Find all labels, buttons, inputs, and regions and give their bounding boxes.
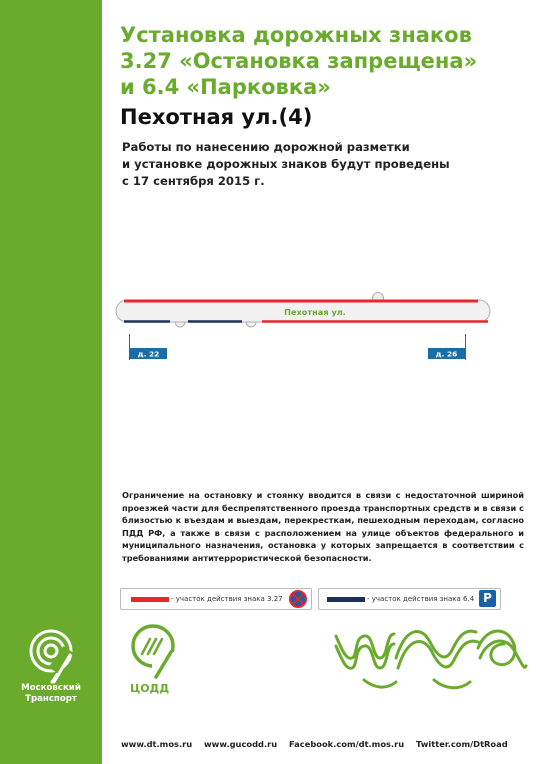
- no-stopping-sign-icon: [289, 590, 307, 608]
- moscow-transport-name: [0, 683, 102, 705]
- house-number-label: д. 22: [137, 349, 160, 359]
- footer-links: [121, 739, 517, 749]
- title-line: 3.27 «Остановка запрещена»: [120, 49, 478, 73]
- no-stopping-swatch: [131, 597, 169, 602]
- intro-line: Работы по нанесению дорожной разметки: [122, 140, 410, 154]
- footer-link[interactable]: Twitter.com/DtRoad: [416, 739, 508, 749]
- street-scheme: [110, 286, 500, 372]
- works-schedule-text: [122, 139, 450, 190]
- footer-link[interactable]: www.dt.mos.ru: [121, 739, 193, 749]
- legend-label: - участок действия знака 3.27: [171, 595, 283, 603]
- logo-text-line: Транспорт: [25, 694, 77, 704]
- parking-swatch: [327, 597, 365, 602]
- footer-link[interactable]: Facebook.com/dt.mos.ru: [289, 739, 405, 749]
- parking-sign-icon: P: [479, 590, 496, 607]
- restriction-explanation: Ограничение на остановку и стоянку вводится в связи с недостаточной шириной проезжей части для беспрепятственного проезда транспортных средств и в связи с близостью к въездам и выездам, перекресткам, пешеходным переходам, согласно ПДД РФ, а также в связи с расположением на улице объектов федерального и муниципального назначения, остановка у которых запрещается в соответствии с требованиями антитеррористической безопасности.: [122, 490, 524, 563]
- logo-text-line: Московский: [21, 683, 81, 693]
- street-heading: Пехотная ул.(4): [120, 105, 313, 129]
- wave-pattern-logo-icon: [334, 618, 528, 696]
- codd-name: ЦОДД: [130, 682, 170, 695]
- footer-link[interactable]: www.gucodd.ru: [204, 739, 278, 749]
- title-line: и 6.4 «Парковка»: [120, 75, 331, 99]
- house-number-label: д. 26: [435, 349, 458, 359]
- legend-no-stopping: [120, 588, 312, 610]
- codd-logo-icon: [126, 622, 182, 680]
- intro-line: с 17 сентября 2015 г.: [122, 174, 265, 188]
- intro-line: и установке дорожных знаков будут проведены: [122, 157, 450, 171]
- legend-parking: [318, 588, 501, 610]
- moscow-transport-logo-icon: [18, 628, 84, 686]
- title-line: Установка дорожных знаков: [120, 23, 472, 47]
- notice-title: [120, 22, 530, 100]
- legend-label: - участок действия знака 6.4: [367, 595, 475, 603]
- street-label: Пехотная ул.: [284, 307, 346, 317]
